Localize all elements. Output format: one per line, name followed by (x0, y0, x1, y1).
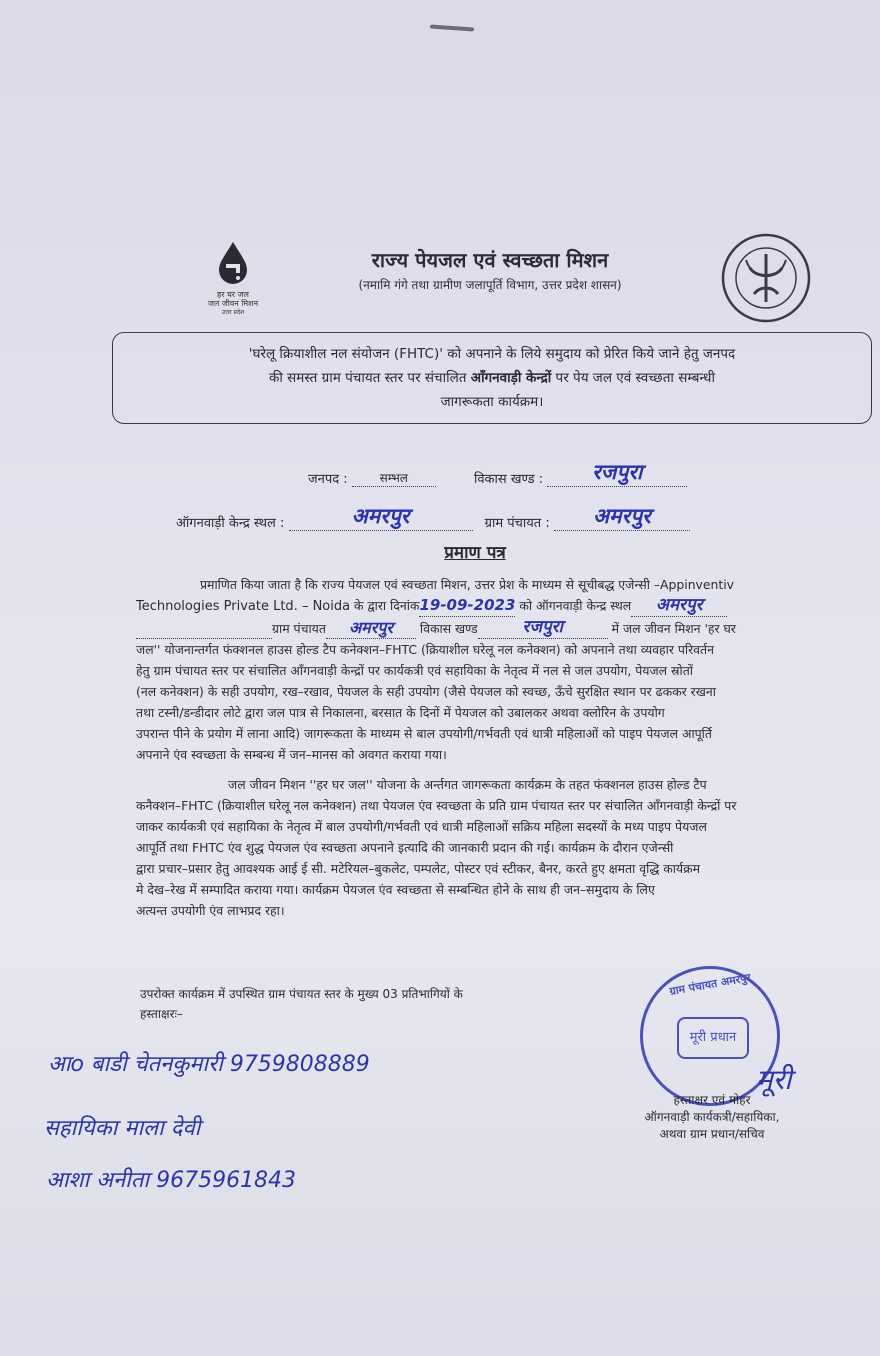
program-date: 19-09-2023 (419, 595, 515, 617)
banner-line-2b: आँगनवाड़ी केन्द्रों (470, 370, 552, 386)
p1-line-8: उपरान्त पीने के प्रयोग में लाना आदि) जागरूकता के माध्यम से बाल उपयोगी/गर्भवती एवं धात्री महिलाओं को पाइप पेयजल आपूर्ति (136, 726, 712, 741)
p1-vikas-label: विकास खण्ड (419, 621, 478, 636)
p2-line-2: कनैक्शन–FHTC (क्रियाशील घरेलू नल कनेक्शन) तथा पेयजल एंव स्वच्छता के प्रति ग्राम पंचायत स्तर पर संचालित आँगनवाड़ी केन्द्रों पर (136, 798, 737, 813)
stamp-top-text: ग्राम पंचायत अमरपुर (668, 970, 752, 999)
mission-subtitle: (नमामि गंगे तथा ग्रामीण जलापूर्ति विभाग, उत्तर प्रदेश शासन) (358, 278, 622, 292)
pradhan-signature: मूरी (756, 1063, 792, 1096)
banner-line-3: जागरूकता कार्यक्रम। (440, 394, 544, 410)
janpad-value: सम्भल (352, 469, 436, 487)
program-banner-text (128, 342, 856, 414)
kendra-value: अमरपुर (289, 502, 473, 531)
gram-panchayat-value: अमरपुर (554, 502, 690, 531)
p1-line-2 (136, 595, 866, 617)
kendra-sthal-value: अमरपुर (631, 595, 727, 617)
p1-line-2b: के द्वारा दिनांक (350, 598, 420, 613)
p1-line-7: तथा टस्नी/डन्डीदार लोटे द्वारा जल पात्र से निकालना, बरसात के दिनों में पेयजल को उबालकर अथवा क्लोरिन के उपयोग (136, 705, 665, 720)
p1-vikas-value: रजपुरा (478, 617, 608, 639)
signatures-intro-line-1: उपरोक्त कार्यक्रम में उपस्थित ग्राम पंचायत स्तर के मुख्य 03 प्रतिभागियों के (140, 987, 463, 1001)
p1-line-2c: को ऑगनवाड़ी केन्द्र स्थल (515, 598, 632, 613)
mission-title: राज्य पेयजल एवं स्वच्छता मिशन (371, 248, 609, 272)
agency-name: Technologies Private Ltd. – Noida (136, 599, 351, 614)
authority-line-1: हस्ताक्षर एवं मोहर (673, 1093, 751, 1107)
p1-line-9: अपनाने एंव स्वच्छता के सम्बन्ध में जन–मानस को अवगत कराया गया। (136, 747, 447, 762)
p1-line-4: जल'' योजनान्तर्गत फंक्शनल हाउस होल्ड टैप कनेक्शन–FHTC (क्रियाशील घरेलू नल कनेक्शन) को अपनाने तथा व्यवहार परिवर्तन (136, 642, 714, 657)
logo-caption-3: उत्तर प्रदेश (221, 309, 245, 316)
certificate-paragraph-1 (136, 574, 866, 765)
banner-line-2a: की समस्त ग्राम पंचायत स्तर पर संचालित (269, 370, 471, 386)
p2-line-4: आपूर्ति तथा FHTC एंव शुद्ध पेयजल एंव स्वच्छता अपनाने इत्यादि की जानकारी प्रदान की गई। कार्यक्रम के दौरान एजेन्सी (136, 840, 674, 855)
signatures-intro-line-2: हस्ताक्षरः– (140, 1007, 183, 1021)
p1-line-3e: में जल जीवन मिशन 'हर घर (611, 621, 736, 636)
signature-authority-block (612, 1092, 812, 1143)
vikas-khand-value: रजपुरा (547, 458, 687, 487)
p2-line-3: जाकर कार्यकत्री एवं सहायिका के नेतृत्व में बाल उपयोगी/गर्भवती एवं धात्री महिलाओं सक्रिय महिला सदस्यों के मध्य पाइप पेयजल (136, 819, 707, 834)
stamp-center-box: मूरी प्रधान (677, 1017, 749, 1059)
authority-line-3: अथवा ग्राम प्रधान/सचिव (659, 1127, 765, 1141)
banner-line-2c: पर पेय जल एवं स्वच्छता सम्बन्धी (551, 370, 715, 386)
gram-panchayat-label: ग्राम पंचायत : (484, 516, 550, 531)
banner-line-2 (128, 366, 856, 390)
logo-caption-2: जल जीवन मिशन (207, 299, 259, 308)
har-ghar-jal-logo (196, 240, 270, 317)
logo-caption-1: हर घर जल (217, 290, 249, 299)
authority-line-2: ऑगनवाड़ी कार्यकत्री/सहायिका, (644, 1110, 780, 1124)
janpad-label: जनपद : (308, 472, 348, 487)
p2-line-5: द्वारा प्रचार–प्रसार हेतु आवश्यक आई ई सी. मटेरियल–बुकलेट, पम्पलेट, पोस्टर एवं स्टीकर, बैनर, करते हुए क्षमता वृद्धि कार्यक्रम (136, 861, 701, 876)
p1-line-6: (नल कनेक्शन) के सही उपयोग, रख–रखाव, पेयजल के सही उपयोग (जैसे पेयजल को स्वच्छ, ऊँचे सुरक्षित स्थान पर ढककर रखना (136, 684, 716, 699)
kendra-label: ऑगनवाड़ी केन्द्र स्थल : (176, 516, 285, 531)
p1-gram-label: ग्राम पंचायत (272, 621, 326, 636)
p1-line-5: हेतु ग्राम पंचायत स्तर पर संचालित आँगनवाड़ी केन्द्रों पर कार्यकत्री एवं सहायिका के नेतृत्व में नल से जल उपयोग, पेयजल स्रोतों (136, 663, 693, 678)
signatures-intro (140, 984, 580, 1024)
janpad-row (308, 458, 687, 487)
p2-line-6: मे देख–रेख में सम्पादित कराया गया। कार्यक्रम पेयजल एंव स्वच्छता से सम्बन्धित होने के साथ ही जन–समुदाय के लिए (136, 882, 655, 897)
certificate-heading: प्रमाण पत्र (444, 543, 506, 563)
certificate-paragraph-2 (136, 774, 866, 921)
p1-gram-value: अमरपुर (326, 617, 416, 639)
up-government-seal (720, 232, 812, 324)
p2-line-1: जल जीवन मिशन ''हर घर जल'' योजना के अर्न्तगत जागरूकता कार्यक्रम के तहत फंक्शनल हाउस होल्ड टैप (228, 777, 707, 792)
vikas-khand-label: विकास खण्ड : (473, 472, 544, 487)
p1-line-3 (136, 617, 866, 639)
signature-sahayika: सहायिका माला देवी (44, 1116, 201, 1141)
banner-line-1: 'घरेलू क्रियाशील नल संयोजन (FHTC)' को अपनाने के लिये समुदाय को प्रेरित किये जाने हेतु जनपद (248, 346, 736, 362)
kendra-row (176, 502, 690, 531)
water-drop-icon (216, 240, 250, 286)
signature-asha: आशा अनीता 9675961843 (46, 1168, 297, 1193)
p1-line-1: प्रमाणित किया जाता है कि राज्य पेयजल एवं स्वच्छता मिशन, उत्तर प्रेश के माध्यम से सूचीबद्ध एजेन्सी –Appinventiv (200, 577, 735, 592)
signature-anganwadi: आo बाडी चेतनकुमारी 9759808889 (48, 1052, 370, 1077)
p2-line-7: अत्यन्त उपयोगी एंव लाभप्रद रहा। (136, 903, 285, 918)
